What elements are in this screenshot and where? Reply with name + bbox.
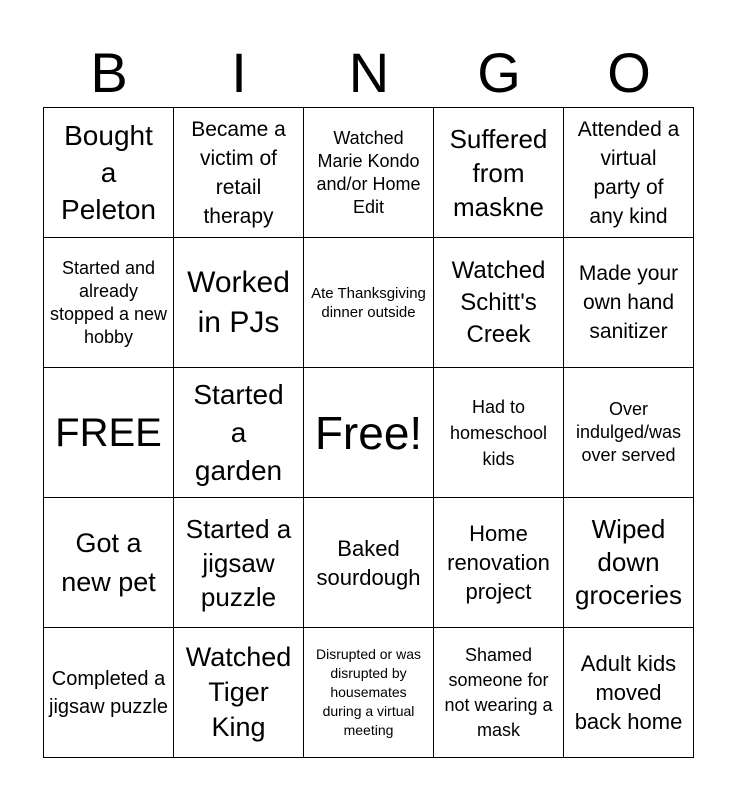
cell-text: Bought a Peleton [61, 120, 156, 225]
cell-text: Ate Thanksgiving dinner outside [311, 284, 426, 321]
cell-text: FREE [55, 410, 162, 455]
cell-text: Watched Marie Kondo and/or Home Edit [316, 127, 421, 217]
bingo-header [44, 40, 694, 106]
cell-text: Watched Schitt's Creek [451, 256, 546, 348]
cell-text: Watched Tiger King [185, 642, 292, 742]
bingo-cell[interactable] [174, 498, 304, 628]
cell-text: Attended a virtual party of any kind [577, 117, 680, 228]
bingo-cell[interactable] [44, 238, 174, 368]
header-letter-i: I [231, 41, 247, 104]
header-letter-g: G [477, 41, 521, 104]
bingo-cell[interactable] [564, 108, 694, 238]
cell-text: Suffered from maskne [449, 123, 548, 222]
cell-text: Over indulged/was over served [575, 399, 682, 465]
cell-text: Wiped down groceries [575, 514, 682, 610]
header-letter-o: O [607, 41, 651, 104]
bingo-cell[interactable] [564, 498, 694, 628]
bingo-cell[interactable] [434, 628, 564, 758]
cell-text: Worked in PJs [187, 265, 290, 339]
cell-text: Free! [314, 406, 423, 459]
cell-text: Became a victim of retail therapy [191, 117, 286, 228]
cell-text: Had to homeschool kids [449, 396, 548, 469]
bingo-cell[interactable] [434, 498, 564, 628]
bingo-cell[interactable] [564, 628, 694, 758]
bingo-cell[interactable] [174, 238, 304, 368]
bingo-cell[interactable] [434, 368, 564, 498]
bingo-cell[interactable] [44, 108, 174, 238]
cell-text: Started a jigsaw puzzle [185, 513, 292, 612]
bingo-cell[interactable] [434, 238, 564, 368]
bingo-cell[interactable] [44, 628, 174, 758]
bingo-board [43, 107, 694, 758]
bingo-cell[interactable] [434, 108, 564, 238]
bingo-cell[interactable] [304, 238, 434, 368]
bingo-cell[interactable] [564, 368, 694, 498]
bingo-cell[interactable] [564, 238, 694, 368]
bingo-cell[interactable] [174, 108, 304, 238]
header-letter-b: B [90, 41, 128, 104]
cell-text: Home renovation project [447, 521, 550, 604]
cell-text: Shamed someone for not wearing a mask [444, 644, 553, 740]
bingo-cell[interactable] [304, 368, 434, 498]
bingo-cell[interactable] [174, 628, 304, 758]
header-letter-n: N [348, 41, 390, 104]
cell-text: Started and already stopped a new hobby [49, 257, 168, 347]
cell-text: Baked sourdough [316, 535, 421, 590]
bingo-cell[interactable] [304, 628, 434, 758]
cell-text: Disrupted or was disrupted by housemates during a virtual meeting [315, 646, 422, 738]
cell-text: Completed a jigsaw puzzle [49, 667, 168, 718]
bingo-cell[interactable] [304, 108, 434, 238]
bingo-cell[interactable] [304, 498, 434, 628]
cell-text: Got a new pet [61, 527, 156, 597]
cell-text: Adult kids moved back home [574, 651, 683, 734]
bingo-cell[interactable] [174, 368, 304, 498]
cell-text: Started a garden [193, 378, 284, 486]
bingo-cell[interactable] [44, 498, 174, 628]
bingo-cell[interactable] [44, 368, 174, 498]
cell-text: Made your own hand sanitizer [578, 262, 679, 343]
